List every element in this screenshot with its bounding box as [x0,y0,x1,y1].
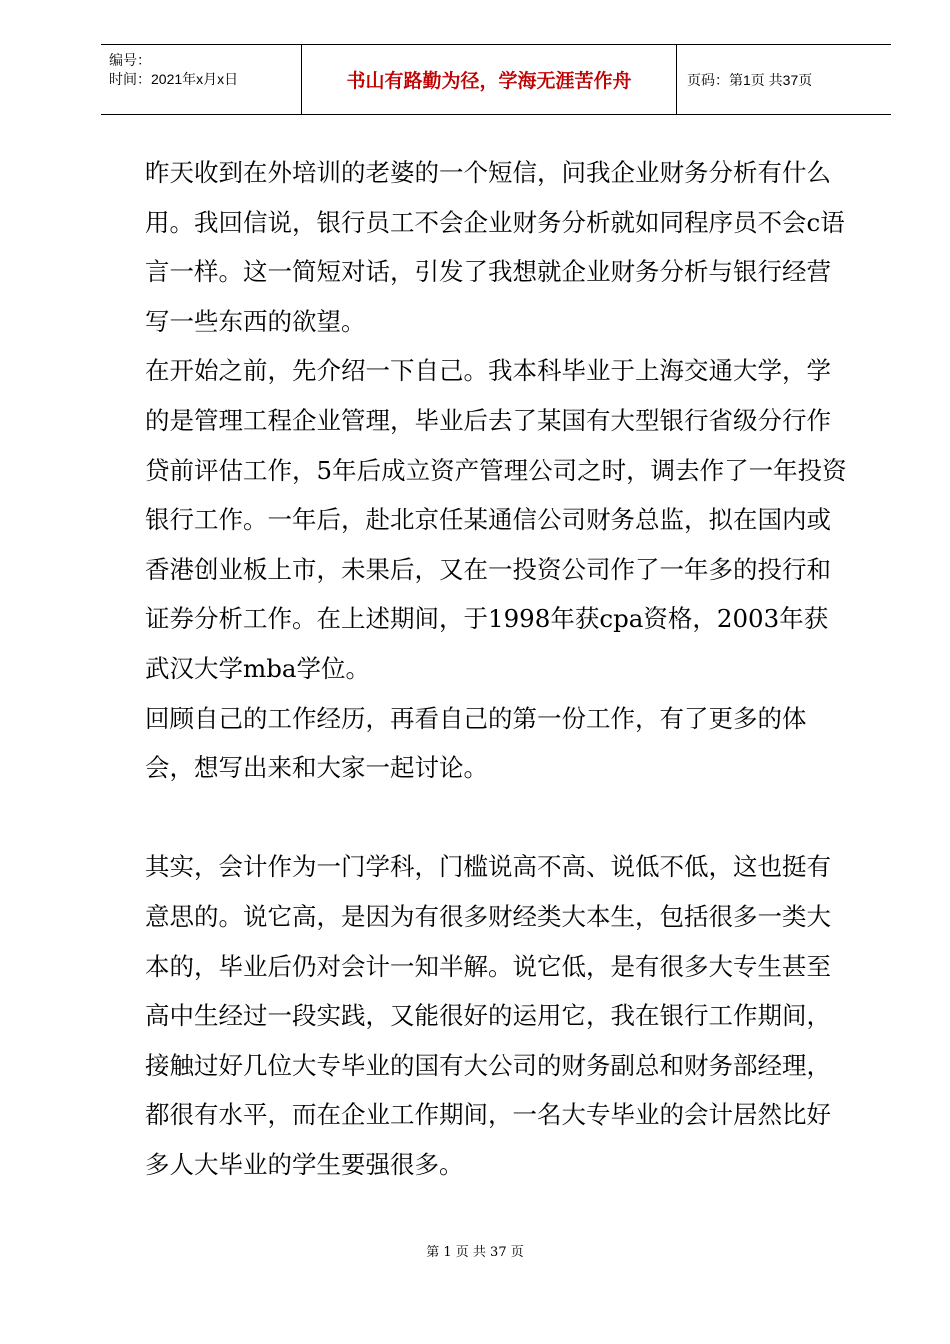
paragraph-2: 在开始之前，先介绍一下自己。我本科毕业于上海交通大学，学的是管理工程企业管理，毕业后去了某国有大型银行省级分行作贷前评估工作，5年后成立资产管理公司之时，调去作了一年投资银行工作。一年后，赴北京任某通信公司财务总监，拟在国内或香港创业板上市，未果后，又在一投资公司作了一年多的投行和证券分析工作。在上述期间，于1998年获cpa资格，2003年获武汉大学mba学位。 [145,356,847,683]
page-header [101,44,891,115]
document-body [145,148,851,1189]
paragraph-3: 回顾自己的工作经历，再看自己的第一份工作，有了更多的体会，想写出来和大家一起讨论。 [145,703,807,783]
page-footer: 第 1 页 共 37 页 [426,1245,524,1260]
header-meta [101,45,302,114]
paragraph-1: 昨天收到在外培训的老婆的一个短信，问我企业财务分析有什么用。我回信说，银行员工不会企业财务分析就如同程序员不会c语言一样。这一简短对话，引发了我想就企业财务分析与银行经营写一些东西的欲望。 [145,158,845,336]
header-motto: 书山有路勤为径，学海无涯苦作舟 [302,45,677,114]
document-number-label: 编号： [109,52,151,68]
document-date: 时间：2021年x月x日 [109,71,239,87]
header-page-number: 页码：第1页 共37页 [687,71,813,88]
paragraph-spacer [145,793,851,843]
paragraph-4: 其实，会计作为一门学科，门槛说高不高、说低不低，这也挺有意思的。说它高，是因为有很多财经类大本生，包括很多一类大本的，毕业后仍对会计一知半解。说它低，是有很多大专生甚至高中生经过一段实践，又能很好的运用它，我在银行工作期间，接触过好几位大专毕业的国有大公司的财务副总和财务部经理，都很有水平，而在企业工作期间，一名大专毕业的会计居然比好多人大毕业的学生要强很多。 [145,852,831,1179]
